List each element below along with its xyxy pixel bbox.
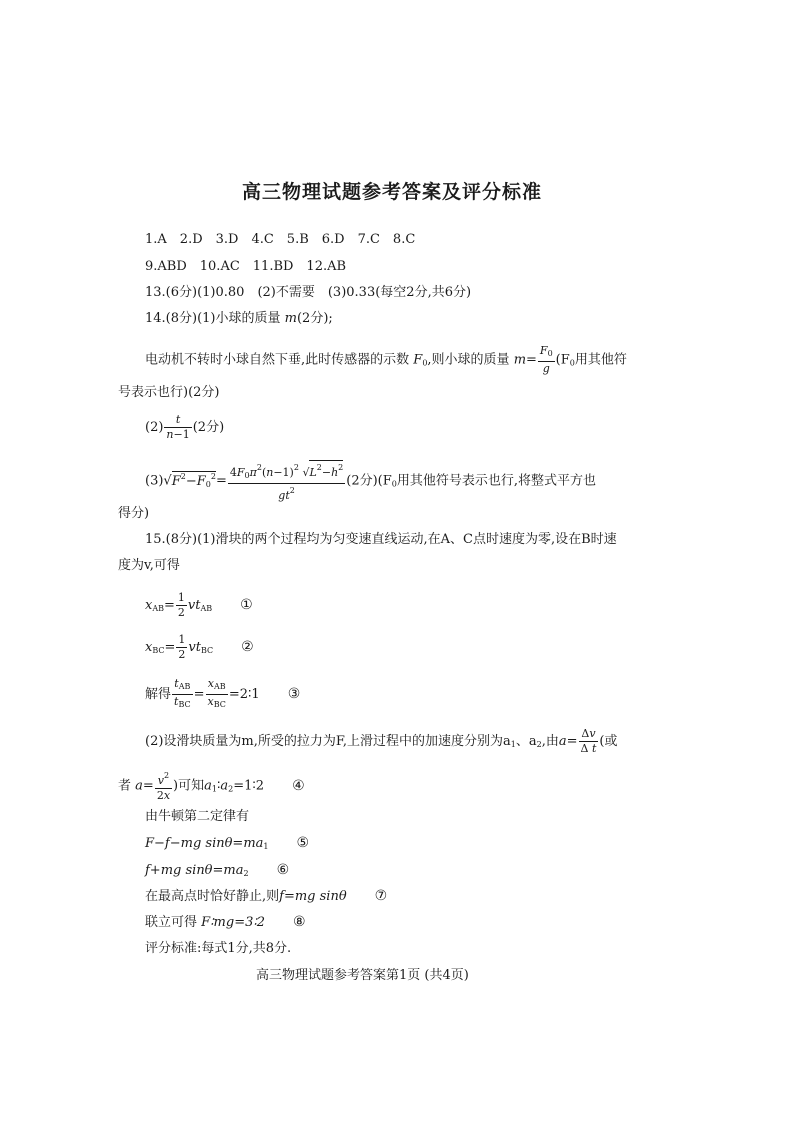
equation-3-marker: ③ — [287, 686, 301, 702]
q14-part-2-label: (2) — [145, 420, 164, 435]
equation-8-formula: F∶mg=3∶2 — [201, 915, 266, 930]
q15-part-2-line-2-a: 者 — [118, 778, 132, 794]
equation-4-marker: ④ — [292, 777, 305, 794]
equation-3-result: =2∶1 — [228, 687, 260, 702]
q14-part-2 — [145, 414, 224, 441]
equation-5-text: F−f−mg sinθ=ma — [145, 836, 264, 851]
q13-answer: 13.(6分)(1)0.80 (2)不需要 (3)0.33(每空2分,共6分) — [145, 285, 472, 300]
q14-part-3-label: (3) — [145, 473, 164, 489]
equation-1-marker: ① — [240, 597, 253, 613]
q14-var-m: m — [284, 311, 297, 326]
q15-part-2-text-b: 、a — [515, 734, 537, 749]
page-footer: 高三物理试题参考答案第1页 (共4页) — [256, 968, 469, 983]
q15-part-2-text-a: (2)设滑块质量为m,所受的拉力为F,上滑过程中的加速度分别为a — [145, 734, 511, 749]
force-fraction: $\frac{4F_0\pi^2(n-1)^2 √L^2-h^2}{gt^2}$ — [228, 460, 345, 502]
q14-line-2: 电动机不转时小球自然下垂,此时传感器的示数 $F_0$,则小球的质量 m= $\frac{F_0}{g}$ ($F_0$用其他符 — [145, 344, 627, 375]
equation-7-text: 在最高点时恰好静止,则 — [145, 889, 280, 904]
q14-part-3: $(3)√F^2-F_0^2=$ $\frac{4F_0\pi^2(n-1)^2 √L^2-h^2}{gt^2}$ (2分)($F_0$用其他符号表示也行,将整式平方也 — [145, 460, 596, 502]
q15-part-2-line-2: 者 a= $\frac{v^2}{2x}$ )可知$a_1∶a_2=1∶2$ ④ — [118, 771, 305, 802]
equation-2-marker: ② — [241, 639, 254, 655]
equation-6: f+mg $\sin\theta=ma_2$ ⑥ — [145, 862, 290, 878]
q14-line-2-tail: 用其他符 — [574, 352, 627, 368]
q14-line-2-text: 电动机不转时小球自然下垂,此时传感器的示数 — [145, 352, 410, 368]
equation-3-prefix: 解得 — [145, 687, 172, 702]
page-title: 高三物理试题参考答案及评分标准 — [242, 181, 543, 203]
q15-intro-1: 15.(8分)(1)滑块的两个过程均为匀变速直线运动,在A、C点时速度为零,设在B时速 — [145, 532, 617, 547]
equation-6-marker: ⑥ — [276, 862, 290, 878]
q14-part-3-end: 得分) — [118, 506, 150, 521]
q15-part-2-text-c: ,由 — [541, 734, 559, 749]
equation-8 — [145, 915, 306, 929]
period-fraction: $\frac{t}{n-1}$ — [166, 413, 190, 441]
q15-part-2-line-1: (2)设滑块质量为m,所受的拉力为F,上滑过程中的加速度分别为$a_1$、$a_2$,由a= $\frac{\Delta v}{\text{Δ t}}$ (或 — [145, 727, 618, 755]
equation-5-marker: ⑤ — [296, 835, 310, 851]
equation-7-marker: ⑦ — [374, 888, 388, 904]
equation-1: $x_{AB}=$ $\frac{1}{2}$ $vt_{AB}$ ① — [145, 591, 253, 619]
mc-answers-row-2: 9.ABD 10.AC 11.BD 12.AB — [145, 259, 347, 274]
q14-part-3-tail: 用其他符号表示也行,将整式平方也 — [396, 473, 597, 489]
newton-law-line: 由牛顿第二定律有 — [145, 809, 250, 824]
q14-part-2-score: (2分) — [192, 420, 225, 435]
q15-part-2-line-2-b: )可知 — [173, 778, 205, 794]
q15-intro-2: 度为v,可得 — [118, 558, 180, 573]
mass-fraction: $\frac{F_0}{g}$ — [539, 344, 553, 375]
equation-6-text: f+mg sinθ=ma — [145, 863, 244, 878]
q14-line-1-text: 14.(8分)(1)小球的质量 — [145, 311, 281, 326]
equation-7-formula: f=mg sinθ — [279, 889, 347, 904]
mc-answers-row-1: 1.A 2.D 3.D 4.C 5.B 6.D 7.C 8.C — [145, 232, 416, 247]
equation-7 — [145, 889, 387, 903]
scoring-standard: 评分标准:每式1分,共8分. — [145, 941, 292, 956]
q15-part-2-line-2-c: =1∶2 — [233, 778, 265, 794]
q14-line-1 — [145, 312, 333, 325]
q14-part-3-score: (2分)(F — [346, 473, 392, 489]
equation-2: $x_{BC}=$ $\frac{1}{2}$ $vt_{BC}$ ② — [145, 633, 254, 661]
equation-8-text: 联立可得 — [145, 915, 198, 930]
q15-part-2-text-d: (或 — [599, 734, 618, 749]
q14-line-2-mass: ,则小球的质量 — [427, 352, 510, 368]
q14-line-1-score: (2分); — [296, 311, 333, 326]
equation-8-marker: ⑧ — [293, 914, 306, 930]
q14-line-3: 号表示也行)(2分) — [118, 385, 220, 400]
q14-line-2-note: (F — [555, 352, 570, 368]
equation-3: 解得 $\frac{t_{AB}}{t_{BC}}$ = $\frac{x_{AB}}{x_{BC}}$ =2∶1 ③ — [145, 677, 301, 709]
equation-5: F−f−mg $\sin\theta=ma_1$ ⑤ — [145, 835, 310, 851]
